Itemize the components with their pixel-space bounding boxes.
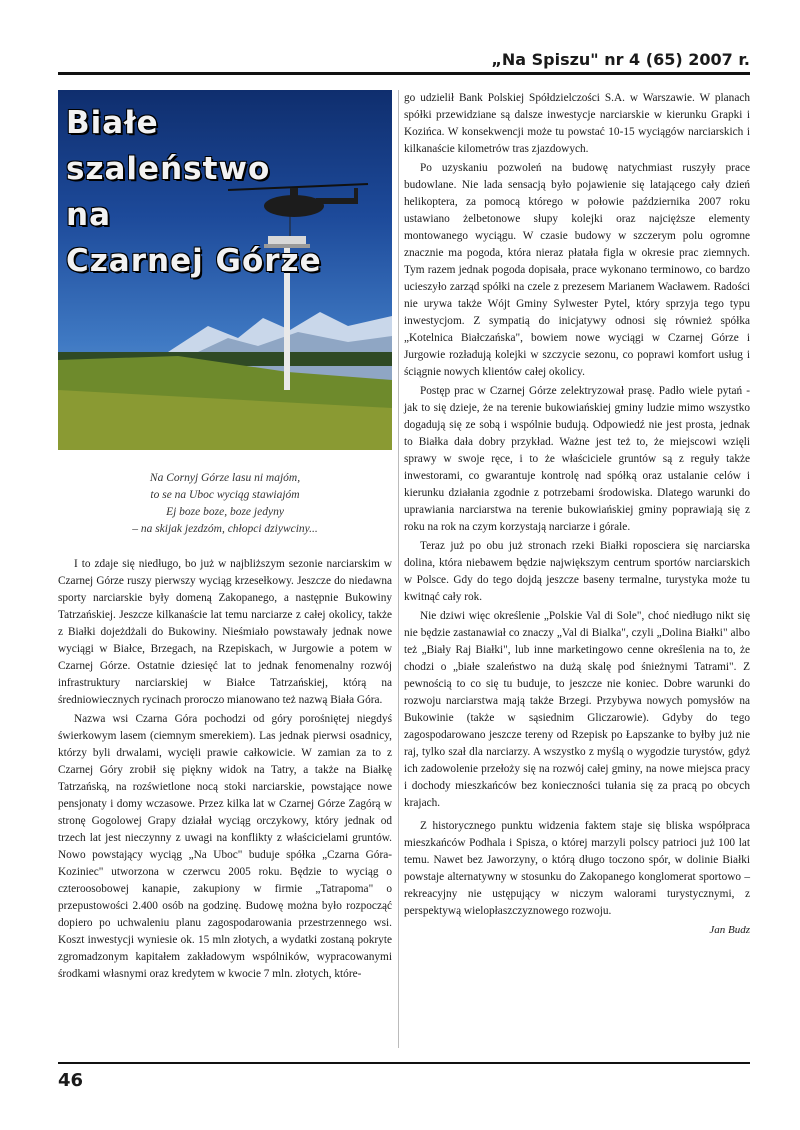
verse-line: to se na Uboc wyciąg stawiajóm — [150, 489, 300, 501]
column-divider — [398, 90, 399, 1048]
paragraph: Postęp prac w Czarnej Górze zelektryzował prasę. Padło wiele pytań - jak to się dzieje, że na terenie bukowiańskiej gminy ludzie mimo wszystko dogadują się ze sobą i wspólnie budują. Odpowiedź nie jest prosta, jednak to Białka dała dobry przykład. Ważne jest też to, że miejscowi wzięli sprawy w swoje ręce, i to że właściciele gruntów są z reguły także inwestorami, co gwarantuje kontrolę nad spółką oraz ustalanie celów i kierunku działania zgodnie z potrzebami środowiska. Dlatego warunki do uprawiania narciarstwa na terenie bukowiańskiej gminy poprawiają się z roku na rok na czym korzystają narciarze i górale. — [404, 385, 750, 533]
title-line: Białe — [66, 105, 159, 141]
issue-header: „Na Spiszu" nr 4 (65) 2007 r. — [491, 50, 750, 69]
paragraph: Po uzyskaniu pozwoleń na budowę natychmiast ruszyły prace budowlane. Nie lada sensacją było pojawienie się latającego cały dzień helikoptera, za pomocą którego w połowie października 2007 roku ustawiano żelbetonowe słupy kolejki oraz najcięższe elementy montowanego wyciągu. W czasie budowy w szczerym polu ogromne znacznie ma pogoda, która nieraz płatała figla w okresie prac ziemnych. Tym razem jednak pogoda dopisała, prace wykonano terminowo, co bardzo ucieszyło zarząd spółki na czele z prezesem Marianem Wacławem. Radości nie urywa także Wójt Gminy Sylwester Pytel, który sprzyja tego typu inwestycjom. Z sympatią do inicjatywy odnosi się również spółka „Kotelnica Białczańska", bowiem nowe wyciągi w Czarnej Górze i Jurgowie rozładują kolejki w szczycie sezonu, co poprawi komfort usług i ściągnie nowych klientów całej okolicy. — [404, 162, 750, 378]
title-line: Czarnej Górze — [66, 243, 322, 279]
verse-caption — [58, 470, 392, 538]
paragraph: go udzielił Bank Polskiej Spółdzielczości S.A. w Warszawie. W planach spółki przewidziane są dalsze inwestycje narciarskie w kierunku Grapki i Kozińca. W konsekwencji może tu powstać 10-15 wyciągów narciarskich i kilkanaście kilometrów tras zjazdowych. — [404, 92, 750, 155]
left-column — [58, 556, 392, 983]
title-line: szaleństwo — [66, 151, 271, 187]
footer-rule — [58, 1062, 750, 1064]
verse-line: Na Cornyj Górze lasu ni majóm, — [149, 472, 301, 484]
article-photo — [58, 90, 392, 450]
verse-line: Ej boze boze, boze jedyny — [166, 506, 284, 518]
author-signature: Jan Budz — [709, 924, 750, 936]
header-rule — [58, 72, 750, 75]
paragraph: Teraz już po obu już stronach rzeki Białki roposciera się narciarska dolina, która niebawem będzie największym centrum sportów narciarskich w Polsce. Gdy do tego dojdą jeszcze baseny termalne, turystyka może tu kwitnąć cały rok. — [404, 540, 750, 603]
page-number: 46 — [58, 1070, 84, 1091]
paragraph: Z historycznego punktu widzenia faktem staje się bliska współpraca mieszkańców Podhala i Spisza, o której marzyli polscy patrioci już 100 lat temu. Nawet bez Jaworzyny, o którą długo toczono spór, w dolinie Białki powstaje alternatywny w stosunku do Zakopanego konglomerat sportowo – rekreacyjny nie ustępujący w niczym walorami turystycznymi, z perspektywą wielopłaszczyznowego rozwoju. — [404, 820, 750, 917]
paragraph: I to zdaje się niedługo, bo już w najbliższym sezonie narciarskim w Czarnej Górze ruszy pierwszy wyciąg krzesełkowy. Jeszcze do niedawna sporty narciarskie były domeną Zakopanego, a następnie Bukowiny Tatrzańskiej. Jeszcze kilkanaście lat temu narciarze z całej okolicy, także z Białki dojeżdżali do Bukowiny. Nieśmiało powstawały jednak nowe wyciągi w Białce, Brzegach, na Rzepiskach, w Jurgowie a potem w Czarnej Górze. Ostatnie dziesięć lat to jednak fenomenalny rozwój infrastruktury narciarskiej w Białce Tatrzańskiej, którą na średniowiecznych rycinach proroczo mianowano też nazwą Biała Góra. — [58, 558, 392, 706]
right-column — [404, 90, 750, 939]
paragraph: Nie dziwi więc określenie „Polskie Val di Sole", choć niedługo nikt się nie będzie zastanawiał co znaczy „Val di Bialka", czyli „Dolina Białki" albo też „Biały Raj Białki", lub inne marketingowo cenne określenia na to, że chodzi o „białe szaleństwo na dużą skalę pod śnieżnymi Tatrami". Z pewnością to co się tu buduje, to jeszcze nie koniec. Dobre warunki do rozwoju narciarstwa mają także Brzegi. Przybywa nowych pomysłów na Bukowinie (także w sąsiednim Gliczarowie). Gdyby do tego zagospodarowano jeszcze tereny od Rzepisk po Łapszanke to byłby już nie raj, tylko szał dla narciarzy. A wszystko z myślą o wygodzie turystów, gdyż ich zadowolenie przełoży się na rozwój całej gminy, na nowe miejsca pracy i dochody mieszkańców bez konieczności tułania się za pracą po obcych krajach. — [404, 610, 750, 809]
article-title — [66, 100, 386, 284]
paragraph: Nazwa wsi Czarna Góra pochodzi od góry porośniętej niegdyś świerkowym lasem (ciemnym smerekiem). Las jednak pierwsi osadnicy, którzy byli drwalami, wycięli prawie całkowicie. W zamian za to z Czarnej Góry zrobił się piękny widok na Tatry, a także na Białkę Tatrzańską, na rozświetlone nocą stoki narciarskie, powstające nowe pensjonaty i domy wczasowe. Przez kilka lat w Czarnej Górze Zagórą w stronę Gogolowej Grapy działał wyciąg orczykowy, który jednak od trzech lat jest nieczynny z uwagi na konflikty z właścicielami gruntów. Nowo powstający wyciąg „Na Uboc" buduje spółka „Czarna Góra-Koziniec" utworzona w czerwcu 2005 roku. Będzie to wyciąg o czteroosobowej kanapie, zakupiony w firmie „Tatrapoma" o przepustowości 2.400 osób na godzinę. Budowę można było rozpocząć dopiero po uchwaleniu planu zagospodarowania przestrzennego wsi. Koszt inwestycji wyniesie ok. 15 mln złotych, a wydatki zostaną pokryte zgromadzonym kapitałem zakładowym wspólników, wypracowanymi środkami własnymi oraz kredytem w kwocie 7 mln. złotych, które- — [58, 713, 392, 980]
verse-line: – na skijak jezdzóm, chłopci dziywciny... — [132, 523, 318, 535]
title-line: na — [66, 197, 111, 233]
